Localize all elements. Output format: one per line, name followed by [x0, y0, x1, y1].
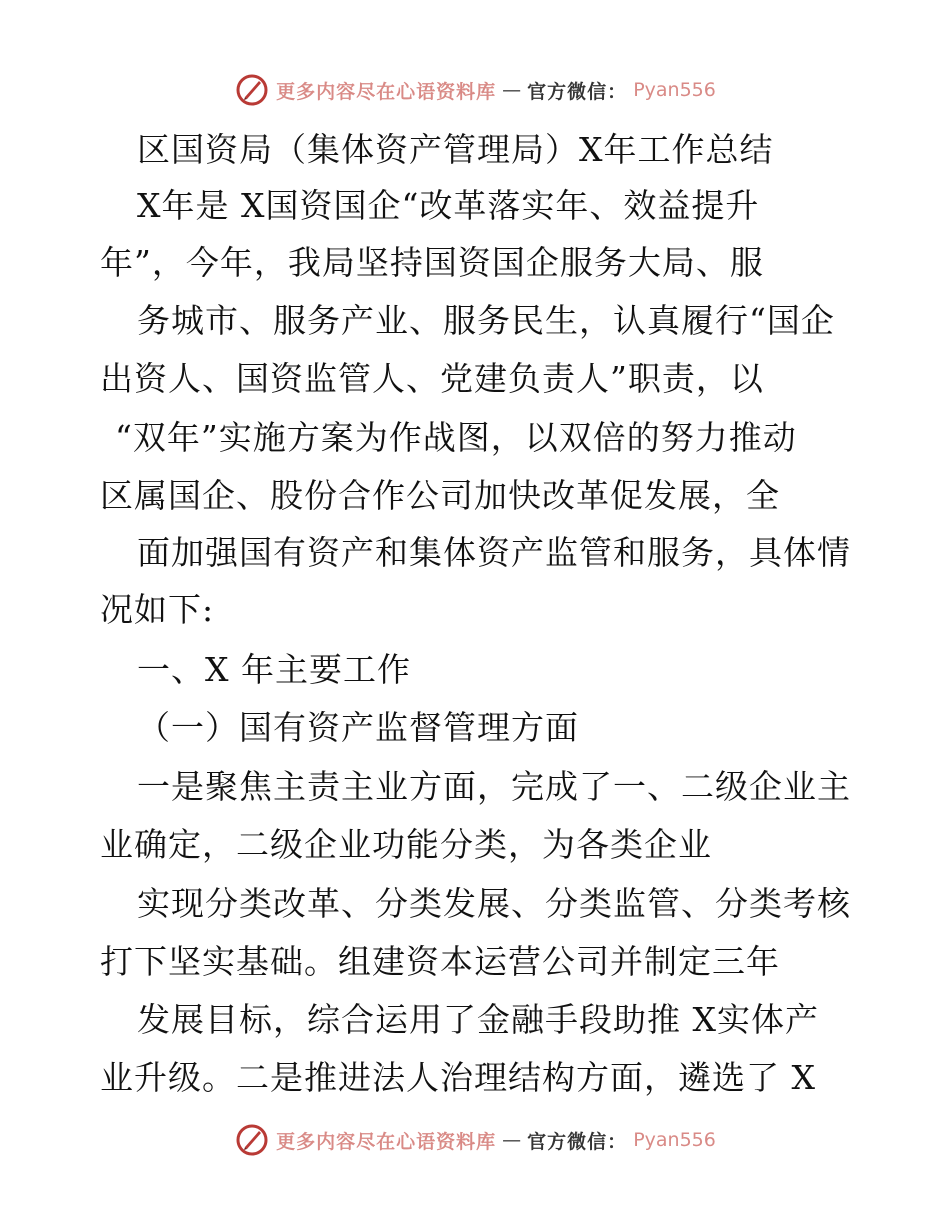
brand-text: 更多内容尽在心语资料库 [276, 1130, 497, 1153]
wechat-id: Pyan556 [633, 1129, 716, 1151]
document-title: 区国资局（集体资产管理局）X年工作总结 [137, 130, 774, 169]
paragraph-line: 务城市、服务产业、服务民生，认真履行“国企 [137, 301, 835, 340]
wechat-id: Pyan556 [633, 79, 716, 101]
subsection-heading: （一）国有资产监督管理方面 [137, 708, 579, 747]
banner-separator: — [502, 1129, 522, 1151]
paragraph-line: 发展目标，综合运用了金融手段助推 X实体产 [137, 1000, 819, 1039]
banner-separator: — [502, 79, 522, 101]
wechat-label: 官方微信： [527, 80, 628, 103]
paragraph-line: 面加强国有资产和集体资产监管和服务，具体情 [137, 533, 851, 572]
paragraph-line: 实现分类改革、分类发展、分类监管、分类考核 [137, 884, 851, 923]
footer-watermark-banner [0, 1120, 950, 1160]
paragraph-line: 区属国企、股份合作公司加快改革促发展，全 [100, 476, 780, 515]
section-heading: 一、X 年主要工作 [137, 650, 411, 689]
paragraph-line: “双年”实施方案为作战图，以双倍的努力推动 [115, 418, 797, 457]
quill-pen-icon [234, 1122, 270, 1158]
paragraph-line: 业确定，二级企业功能分类，为各类企业 [100, 825, 712, 864]
paragraph-line: 况如下: [100, 590, 215, 629]
wechat-label: 官方微信： [527, 1130, 628, 1153]
paragraph-line: 打下坚实基础。组建资本运营公司并制定三年 [100, 942, 780, 981]
paragraph-line: X年是 X国资国企“改革落实年、效益提升 [137, 186, 760, 225]
brand-text: 更多内容尽在心语资料库 [276, 80, 497, 103]
paragraph-line: 业升级。二是推进法人治理结构方面，遴选了 X [100, 1058, 816, 1097]
paragraph-line: 出资人、国资监管人、党建负责人”职责，以 [100, 359, 764, 398]
paragraph-line: 一是聚焦主责主业方面，完成了一、二级企业主 [137, 767, 851, 806]
paragraph-line: 年”，今年，我局坚持国资国企服务大局、服 [100, 243, 764, 282]
